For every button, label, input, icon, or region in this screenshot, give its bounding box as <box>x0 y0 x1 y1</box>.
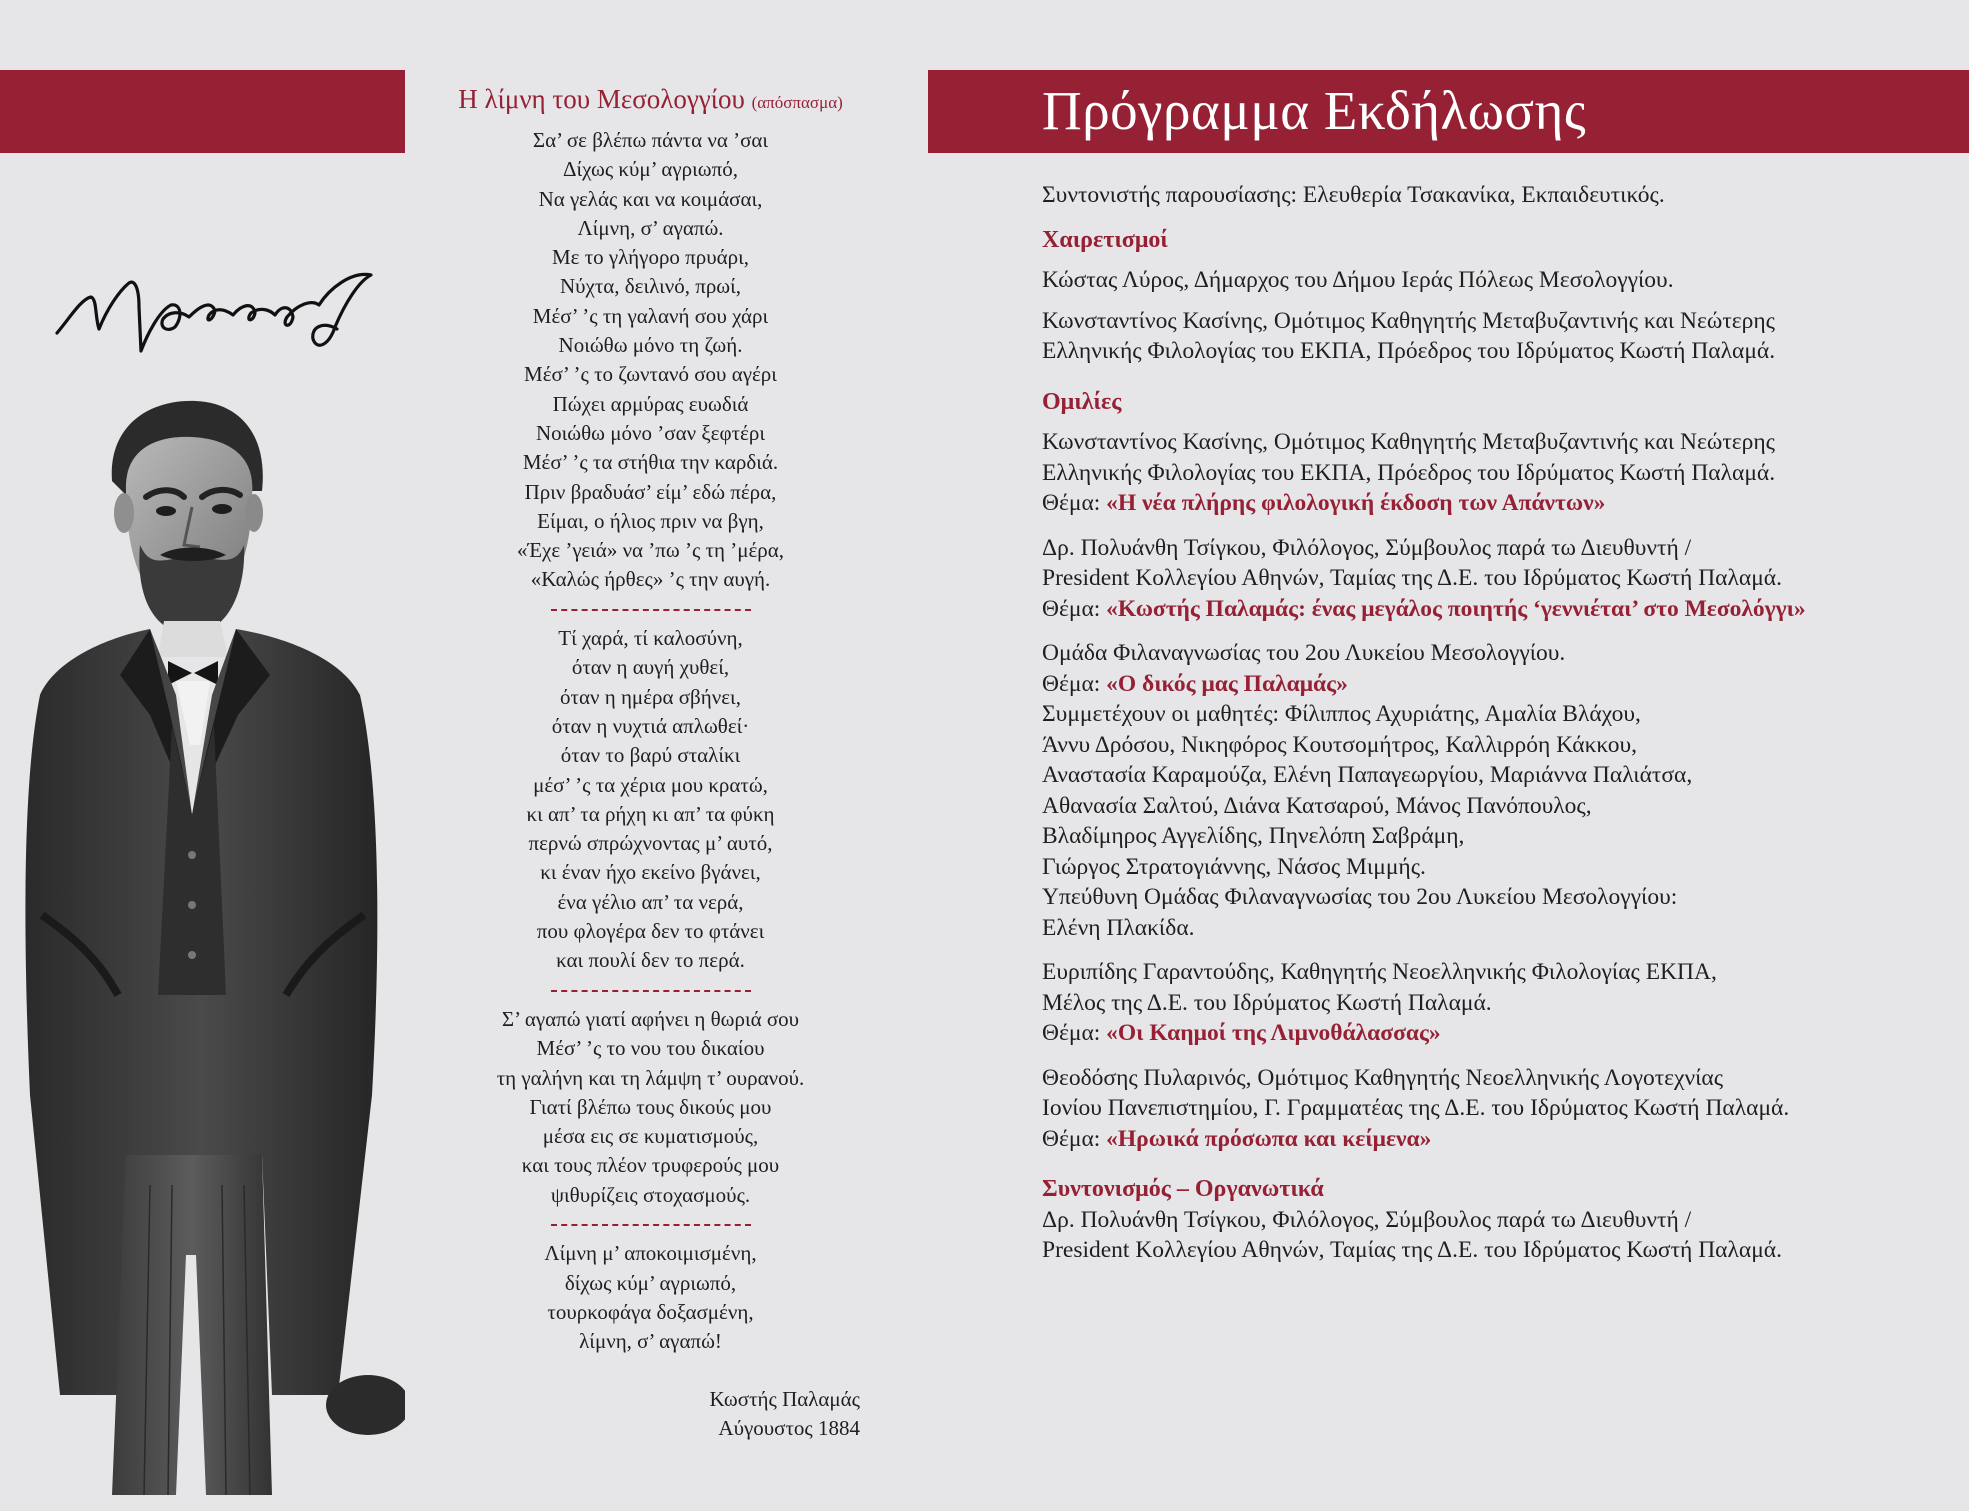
talks-heading: Ομιλίες <box>1042 388 1122 415</box>
talk-speaker-line: Κωνσταντίνος Κασίνης, Ομότιμος Καθηγητής Μεταβυζαντινής και Νεώτερης <box>1042 429 1775 455</box>
students-line: Βλαδίμηρος Αγγελίδης, Πηνελόπη Σαβράμη, <box>1042 823 1465 849</box>
program-content <box>1042 180 1942 1266</box>
poem-line: Μέσ’ ’ς το νου του δικαίου <box>536 1036 765 1061</box>
topic-label: Θέμα: <box>1042 1125 1101 1152</box>
poem-date: Αύγουστος 1884 <box>718 1416 860 1440</box>
coordination-line: Δρ. Πολυάνθη Τσίγκου, Φιλόλογος, Σύμβουλος παρά τω Διευθυντή / <box>1042 1206 1692 1233</box>
topic-label: Θέμα: <box>1042 670 1101 697</box>
poem-line: κι έναν ήχο εκείνο βγάνει, <box>540 860 761 885</box>
greeting-line: Ελληνικής Φιλολογίας του ΕΚΠΑ, Πρόεδρος του Ιδρύματος Κωστή Παλαμά. <box>1042 338 1776 364</box>
students-line: Γιώργος Στρατογιάννης, Νάσος Μιμμής. <box>1042 853 1426 880</box>
students-line: Άννυ Δρόσου, Νικηφόρος Κουτσομήτρος, Καλλιρρόη Κάκκου, <box>1042 731 1638 758</box>
poem-line: Σ’ αγαπώ γιατί αφήνει η θωριά σου <box>501 1006 800 1031</box>
topic-label: Θέμα: <box>1042 595 1101 622</box>
poem-line: δίχως κύμ’ αγριωπό, <box>564 1270 737 1295</box>
topic-title: «Ηρωικά πρόσωπα και κείμενα» <box>1106 1125 1432 1152</box>
talk-topic <box>1042 1018 1942 1049</box>
poem-line: όταν η αυγή χυθεί, <box>571 655 730 680</box>
topic-label: Θέμα: <box>1042 1020 1101 1046</box>
poem-line: Πώχει αρμύρας ευωδιά <box>552 391 749 416</box>
poem-title-text: Η λίμνη του Μεσολογγίου <box>458 84 745 114</box>
poem-line: όταν η νυχτιά απλωθεί· <box>551 713 750 738</box>
poem-line: Γιατί βλέπω τους δικούς μου <box>529 1094 772 1119</box>
poem-line: Με το γλήγορο πρυάρι, <box>551 245 750 270</box>
poem-line: και πουλί δεν το περά. <box>556 948 745 973</box>
stanza-separator <box>405 595 896 624</box>
poem-line: Σα’ σε βλέπω πάντα να ’σαι <box>532 128 769 152</box>
greetings-heading: Χαιρετισμοί <box>1042 226 1168 253</box>
poem-line: και τους πλέον τρυφερούς μου <box>521 1153 780 1178</box>
poem-line: περνώ σπρώχνοντας μ’ αυτό, <box>528 831 773 856</box>
signature-image <box>55 255 385 375</box>
greeting-line: Κώστας Λύρος, Δήμαρχος του Δήμου Ιεράς Πόλεως Μεσολογγίου. <box>1042 267 1674 293</box>
poem-line: όταν η ημέρα σβήνει, <box>560 684 741 709</box>
students-line: Υπεύθυνη Ομάδας Φιλαναγνωσίας του 2ου Λυκείου Μεσολογγίου: <box>1042 884 1678 910</box>
greeting-line: Κωνσταντίνος Κασίνης, Ομότιμος Καθηγητής Μεταβυζαντινής και Νεώτερης <box>1042 307 1775 334</box>
poem-line: Δίχως κύμ’ αγριωπό, <box>563 157 738 182</box>
poem-line: μέσ’ ’ς τα χέρια μου κρατώ, <box>533 772 768 797</box>
talk-speaker-line: Ελληνικής Φιλολογίας του ΕΚΠΑ, Πρόεδρος του Ιδρύματος Κωστή Παλαμά. <box>1042 459 1776 486</box>
poem-line: ψιθυρίζεις στοχασμούς. <box>550 1182 751 1207</box>
poem-line: μέσα εις σε κυματισμούς, <box>542 1124 759 1149</box>
poem-line: Νοιώθω μόνο τη ζωή. <box>558 333 743 358</box>
poem-line: Νύχτα, δειλινό, πρωί, <box>559 274 742 299</box>
talk-speaker-line: Θεοδόσης Πυλαρινός, Ομότιμος Καθηγητής Νεοελληνικής Λογοτεχνίας <box>1042 1064 1724 1091</box>
talk-speaker-line: President Κολλεγίου Αθηνών, Ταμίας της Δ.Ε. του Ιδρύματος Κωστή Παλαμά. <box>1042 565 1782 591</box>
students-line: Ελένη Πλακίδα. <box>1042 914 1195 941</box>
poem-line: τη γαλήνη και τη λάμψη τ’ ουρανού. <box>496 1065 805 1090</box>
presenter-line: Συντονιστής παρουσίασης: Ελευθερία Τσακανίκα, Εκπαιδευτικός. <box>1042 182 1665 208</box>
talk-topic <box>1042 669 1942 700</box>
stanza-separator <box>405 1210 896 1239</box>
poem-line: Νοιώθω μόνο ’σαν ξεφτέρι <box>535 420 766 445</box>
poem-line: λίμνη, σ’ αγαπώ! <box>579 1329 722 1354</box>
poem-line: Μέσ’ ’ς τα στήθια την καρδιά. <box>522 450 779 475</box>
poem-line: «Καλώς ήρθες» ’ς την αυγή. <box>530 567 771 592</box>
poem-line: κι απ’ τα ρήχη κι απ’ τα φύκη <box>526 801 775 826</box>
poem-line: ένα γέλιο απ’ τα νερά, <box>557 889 744 914</box>
talk-speaker-line: Δρ. Πολυάνθη Τσίγκου, Φιλόλογος, Σύμβουλος παρά τω Διευθυντή / <box>1042 534 1692 561</box>
coordination-heading: Συντονισμός – Οργανωτικά <box>1042 1176 1324 1202</box>
poem-line: Πριν βραδυάσ’ είμ’ εδώ πέρα, <box>524 479 777 504</box>
poem-title-note: (απόσπασμα) <box>751 93 843 112</box>
topic-title: «Οι Καημοί της Λιμνοθάλασσας» <box>1106 1020 1441 1046</box>
portrait-photo <box>0 395 405 1500</box>
poem-line: τουρκοφάγα δοξασμένη, <box>547 1299 754 1324</box>
talk-topic <box>1042 488 1942 519</box>
coordination-line: President Κολλεγίου Αθηνών, Ταμίας της Δ.Ε. του Ιδρύματος Κωστή Παλαμά. <box>1042 1237 1782 1263</box>
poem-line: που φλογέρα δεν το φτάνει <box>536 919 765 944</box>
poem-author: Κωστής Παλαμάς <box>709 1387 860 1411</box>
talk-speaker-line: Ομάδα Φιλαναγνωσίας του 2ου Λυκείου Μεσολογγίου. <box>1042 640 1566 666</box>
students-line: Συμμετέχουν οι μαθητές: Φίλιππος Αχυριάτης, Αμαλία Βλάχου, <box>1042 701 1641 727</box>
program-title: Πρόγραμμα Εκδήλωσης <box>1042 80 1587 141</box>
poem-line: Είμαι, ο ήλιος πριν να βγη, <box>537 508 764 533</box>
poem-line: Μέσ’ ’ς το ζωντανό σου αγέρι <box>524 362 777 387</box>
topic-label: Θέμα: <box>1042 490 1101 516</box>
students-list <box>1042 699 1942 943</box>
poem-credit <box>405 1385 860 1443</box>
poem-line: Τί χαρά, τί καλοσύνη, <box>558 626 743 651</box>
poem-line: Λίμνη μ’ αποκοιμισμένη, <box>544 1241 757 1266</box>
students-line: Αθανασία Σαλτού, Διάνα Κατσαρού, Μάνος Πανόπουλος, <box>1042 792 1592 819</box>
talk-speaker-line: Μέλος της Δ.Ε. του Ιδρύματος Κωστή Παλαμά. <box>1042 989 1492 1016</box>
topic-title: «Ο δικός μας Παλαμάς» <box>1106 670 1348 697</box>
poem-text <box>405 126 896 1356</box>
topic-title: «Κωστής Παλαμάς: ένας μεγάλος ποιητής ‘γεννιέται’ στο Μεσολόγγι» <box>1106 595 1806 622</box>
poem-line: Να γελάς και να κοιμάσαι, <box>538 186 763 211</box>
talk-speaker-line: Ιονίου Πανεπιστημίου, Γ. Γραμματέας της Δ.Ε. του Ιδρύματος Κωστή Παλαμά. <box>1042 1095 1790 1121</box>
poem-line: όταν το βαρύ σταλίκι <box>560 743 741 768</box>
stanza-separator <box>405 976 896 1005</box>
poem-line: Μέσ’ ’ς τη γαλανή σου χάρι <box>532 303 769 328</box>
talk-topic <box>1042 1124 1942 1155</box>
talk-speaker-line: Ευριπίδης Γαραντούδης, Καθηγητής Νεοελληνικής Φιλολογίας ΕΚΠΑ, <box>1042 959 1717 985</box>
topic-title: «Η νέα πλήρης φιλολογική έκδοση των Απάντων» <box>1106 490 1606 516</box>
poem-section <box>405 70 896 1500</box>
poem-line: «Έχε ’γειά» να ’πω ’ς τη ’μέρα, <box>516 538 785 563</box>
talk-topic <box>1042 594 1942 625</box>
students-line: Αναστασία Καραμούζα, Ελένη Παπαγεωργίου, Μαριάννα Παλιάτσα, <box>1042 762 1693 788</box>
poem-line: Λίμνη, σ’ αγαπώ. <box>577 215 724 240</box>
poem-title <box>405 82 896 120</box>
